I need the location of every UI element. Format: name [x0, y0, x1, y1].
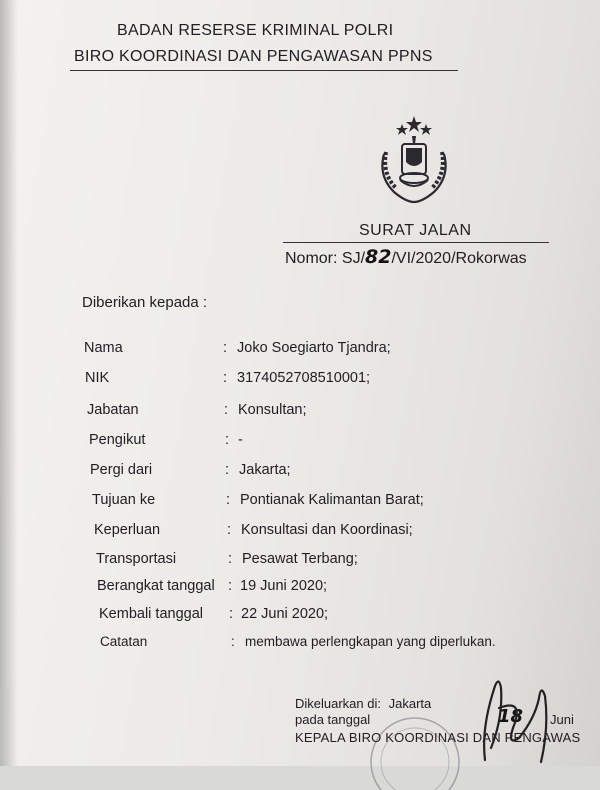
field-separator: : — [226, 492, 231, 508]
field-row-keperluan — [0, 522, 600, 542]
field-separator: : — [223, 340, 228, 356]
number-suffix: /VI/2020/Rokorwas — [391, 250, 527, 267]
issued-at — [295, 696, 431, 711]
field-row-transportasi — [0, 551, 600, 571]
given-to-label: Diberikan kepada : — [82, 294, 208, 311]
field-separator: : — [224, 402, 229, 418]
field-label: Transportasi — [96, 551, 177, 567]
field-label: Kembali tanggal — [99, 606, 203, 622]
field-label: Pergi dari — [90, 462, 153, 478]
field-label: Pengikut — [89, 432, 146, 448]
field-row-nama — [0, 340, 600, 360]
field-value: Konsultan; — [238, 402, 307, 418]
number-prefix: Nomor: SJ/ — [285, 250, 366, 267]
field-value: Joko Soegiarto Tjandra; — [237, 340, 391, 356]
official-title: KEPALA BIRO KOORDINASI DAN PENGAWAS — [295, 730, 581, 745]
field-separator: : — [227, 522, 232, 538]
document-number — [285, 246, 527, 268]
field-row-pergi-dari — [0, 462, 600, 482]
field-value: - — [238, 432, 243, 448]
field-value: membawa perlengkapan yang diperlukan. — [245, 634, 496, 649]
field-value: 22 Juni 2020; — [241, 606, 329, 622]
title-underline — [283, 242, 549, 243]
field-row-catatan — [0, 634, 600, 654]
field-value: 19 Juni 2020; — [240, 578, 328, 594]
field-value: Konsultasi dan Koordinasi; — [241, 522, 413, 538]
field-label: Jabatan — [87, 402, 139, 418]
field-label: NIK — [85, 370, 110, 386]
issued-at-value: Jakarta — [388, 696, 432, 711]
date-handwritten: 18 — [498, 706, 524, 727]
date-month: Juni — [550, 712, 574, 727]
field-label: Catatan — [100, 634, 148, 649]
field-row-tujuan — [0, 492, 600, 512]
field-label: Berangkat tanggal — [97, 578, 215, 594]
field-separator: : — [225, 462, 230, 478]
field-separator: : — [229, 606, 234, 622]
number-handwritten: 82 — [365, 246, 392, 268]
issued-at-label: Dikeluarkan di: — [295, 696, 381, 711]
field-row-jabatan — [0, 402, 600, 422]
field-row-pengikut — [0, 432, 600, 452]
field-label: Nama — [84, 340, 123, 356]
field-label: Tujuan ke — [92, 492, 156, 508]
field-row-nik — [0, 370, 600, 390]
document-title: SURAT JALAN — [359, 222, 472, 239]
field-value: Jakarta; — [239, 462, 291, 478]
field-row-kembali — [0, 606, 600, 626]
signature-icon — [455, 668, 575, 766]
header-underline — [70, 70, 458, 71]
field-label: Keperluan — [94, 522, 161, 538]
field-separator: : — [223, 370, 228, 386]
field-separator: : — [228, 551, 233, 567]
header-line-1: BADAN RESERSE KRIMINAL POLRI — [117, 22, 394, 39]
header-line-2: BIRO KOORDINASI DAN PENGAWASAN PPNS — [74, 48, 433, 65]
field-value: Pontianak Kalimantan Barat; — [240, 492, 424, 508]
date-label: pada tanggal — [295, 712, 371, 727]
field-value: Pesawat Terbang; — [242, 551, 358, 567]
field-value: 3174052708510001; — [237, 370, 371, 386]
field-separator: : — [231, 634, 235, 649]
field-separator: : — [228, 578, 233, 594]
police-emblem-icon — [372, 114, 456, 204]
field-separator: : — [225, 432, 230, 448]
field-row-berangkat — [0, 578, 600, 598]
